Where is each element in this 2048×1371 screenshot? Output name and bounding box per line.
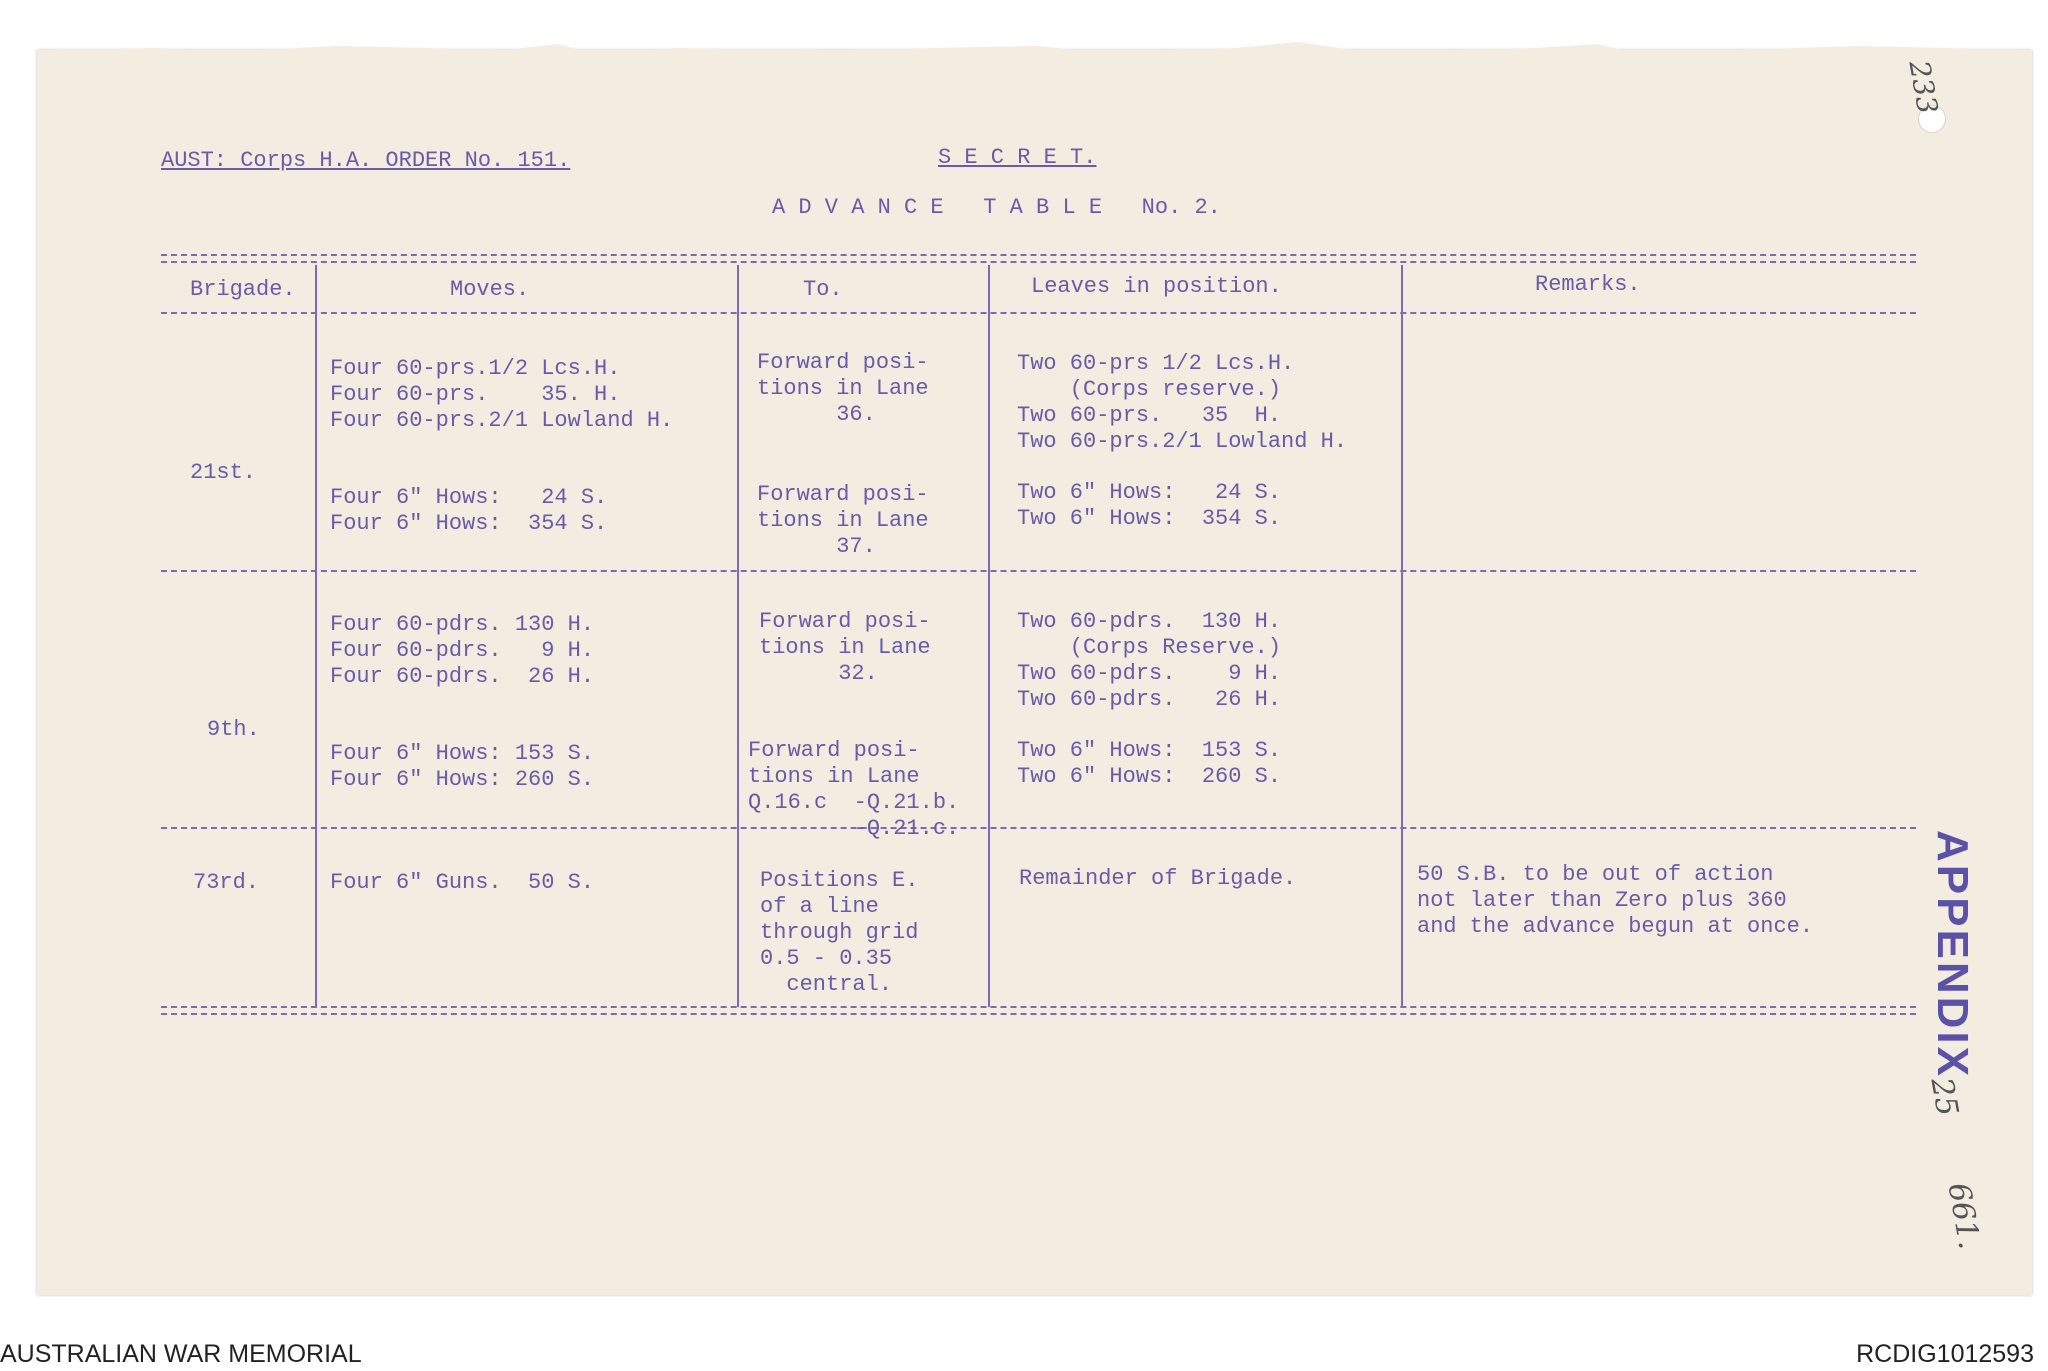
row-to: Forward posi- tions in Lane 37.	[757, 482, 929, 559]
row-moves: Four 60-prs.1/2 Lcs.H. Four 60-prs. 35. H. Four 60-prs.2/1 Lowland H.	[330, 356, 674, 433]
row-moves: Four 6" Hows: 24 S. Four 6" Hows: 354 S.	[330, 485, 608, 536]
header-rule	[161, 312, 1916, 314]
row-brigade: 9th.	[207, 717, 260, 742]
row-moves: Four 6" Guns. 50 S.	[330, 870, 595, 895]
table-title: A D V A N C E T A B L E No. 2.	[772, 195, 1221, 220]
row-remarks: 50 S.B. to be out of action not later than Zero plus 360 and the advance begun at once.	[1417, 862, 1814, 939]
row-leaves: Two 6" Hows: 153 S. Two 6" Hows: 260 S.	[1017, 738, 1282, 789]
row-to: Forward posi- tions in Lane 32.	[759, 609, 931, 686]
row-leaves: Two 60-prs 1/2 Lcs.H. (Corps reserve.) Two 60-prs. 35 H. Two 60-prs.2/1 Lowland H.	[1017, 351, 1348, 454]
row-moves: Four 6" Hows: 153 S. Four 6" Hows: 260 S.	[330, 741, 595, 792]
row-leaves: Remainder of Brigade.	[1019, 866, 1297, 891]
appendix-number: 25	[1923, 1075, 1965, 1119]
column-divider	[988, 265, 990, 1007]
header-remarks: Remarks.	[1535, 272, 1641, 297]
appendix-stamp	[1928, 830, 1993, 1079]
row-brigade: 21st.	[190, 460, 257, 485]
column-divider	[1401, 265, 1403, 1007]
footer-id: RCDIG1012593	[1856, 1340, 2034, 1368]
header-leaves: Leaves in position.	[1031, 274, 1282, 299]
row-brigade: 73rd.	[193, 870, 260, 895]
row-to: Forward posi- tions in Lane 36.	[757, 350, 929, 427]
footer-archive: AUSTRALIAN WAR MEMORIAL	[0, 1340, 362, 1368]
table-top-rule	[161, 254, 1916, 263]
header-to: To.	[803, 277, 843, 302]
torn-edge	[37, 38, 2032, 62]
row-rule-2	[161, 827, 1916, 829]
appendix-stamp-text: APPENDIX	[1928, 830, 1977, 1079]
table-bottom-rule	[161, 1006, 1916, 1015]
order-number: AUST: Corps H.A. ORDER No. 151.	[161, 148, 571, 173]
row-to: Forward posi- tions in Lane Q.16.c -Q.21.b. -Q.21.c.	[748, 738, 960, 841]
header-brigade: Brigade.	[190, 277, 296, 302]
column-divider	[315, 265, 317, 1007]
folio-number: 661.	[1940, 1180, 1987, 1252]
row-to: Positions E. of a line through grid 0.5 - 0.35 central.	[760, 868, 919, 997]
column-divider	[737, 265, 739, 1007]
row-leaves: Two 6" Hows: 24 S. Two 6" Hows: 354 S.	[1017, 480, 1282, 531]
classification: S E C R E T.	[938, 145, 1097, 170]
folio-top: 233	[1902, 58, 1945, 117]
row-rule-1	[161, 570, 1916, 572]
header-moves: Moves.	[450, 277, 530, 302]
row-moves: Four 60-pdrs. 130 H. Four 60-pdrs. 9 H. Four 60-pdrs. 26 H.	[330, 612, 595, 689]
row-leaves: Two 60-pdrs. 130 H. (Corps Reserve.) Two 60-pdrs. 9 H. Two 60-pdrs. 26 H.	[1017, 609, 1282, 712]
